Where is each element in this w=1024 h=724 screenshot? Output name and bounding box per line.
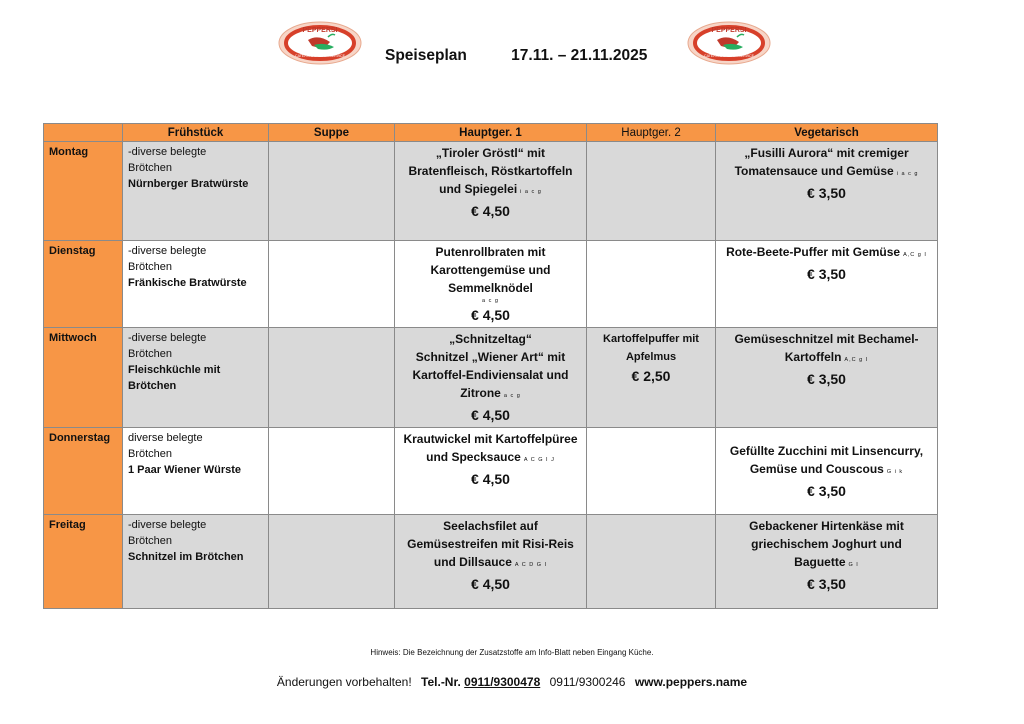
svg-text:CATERING & PARTYSERVICE: CATERING & PARTYSERVICE xyxy=(294,54,346,58)
table-header-row xyxy=(44,124,938,142)
price: € 3,50 xyxy=(807,576,846,592)
menu-title: Speiseplan xyxy=(385,47,467,64)
header-soup: Suppe xyxy=(269,124,395,142)
dish-line: Zitrone xyxy=(460,386,501,400)
day-cell: Dienstag xyxy=(44,241,123,328)
main1-cell xyxy=(395,515,587,609)
main1-cell xyxy=(395,328,587,428)
table-row xyxy=(44,328,938,428)
breakfast-cell xyxy=(123,142,269,241)
dish-line: Putenrollbraten mit xyxy=(435,245,546,259)
dish-line: Krautwickel mit Kartoffelpüree xyxy=(403,432,578,446)
phone-number-2: 0911/9300246 xyxy=(549,675,626,689)
dish-line: Gefüllte Zucchini mit Linsencurry, xyxy=(729,444,924,458)
main2-cell xyxy=(587,241,716,328)
breakfast-cell xyxy=(123,241,269,328)
breakfast-cell xyxy=(123,328,269,428)
breakfast-line: -diverse belegte xyxy=(128,245,207,257)
footer-contact xyxy=(0,675,1024,689)
svg-text:CATERING & PARTYSERVICE: CATERING & PARTYSERVICE xyxy=(703,54,755,58)
day-cell: Freitag xyxy=(44,515,123,609)
breakfast-line: Brötchen xyxy=(128,162,173,174)
dish-line: Kartoffel-Endiviensalat und xyxy=(412,368,569,382)
additives: G I xyxy=(848,562,859,568)
dish-line: Schnitzel „Wiener Art“ mit xyxy=(415,350,566,364)
day-cell: Donnerstag xyxy=(44,428,123,515)
main2-cell xyxy=(587,515,716,609)
dish-line: „Fusilli Aurora“ mit cremiger xyxy=(744,146,909,160)
veg-cell xyxy=(716,241,938,328)
peppersi-logo xyxy=(687,20,771,66)
dish-line: Apfelmus xyxy=(625,351,677,363)
price: € 3,50 xyxy=(807,371,846,387)
dish-line: Gemüseschnitzel mit Bechamel- xyxy=(734,332,919,346)
dish-line: „Tiroler Gröstl“ mit xyxy=(435,146,546,160)
breakfast-line: Brötchen xyxy=(128,348,173,360)
breakfast-cell xyxy=(123,515,269,609)
soup-cell xyxy=(269,142,395,241)
dish-line: Baguette xyxy=(794,555,846,569)
page-title xyxy=(385,47,647,65)
price: € 3,50 xyxy=(807,483,846,499)
day-cell: Mittwoch xyxy=(44,328,123,428)
price: € 4,50 xyxy=(471,471,510,487)
additives: a c g xyxy=(503,393,521,399)
breakfast-special: 1 Paar Wiener Würste xyxy=(128,464,241,476)
dish-line: Bratenfleisch, Röstkartoffeln xyxy=(408,164,573,178)
header-vegetarian: Vegetarisch xyxy=(716,124,938,142)
table-row xyxy=(44,142,938,241)
breakfast-special: Fleischküchle mit xyxy=(128,364,221,376)
main1-cell xyxy=(395,241,587,328)
breakfast-line: Brötchen xyxy=(128,448,173,460)
tel-label: Tel.-Nr. xyxy=(421,675,461,689)
table-row xyxy=(44,428,938,515)
additives: A C G I J xyxy=(523,457,555,463)
day-cell: Montag xyxy=(44,142,123,241)
breakfast-special: Nürnberger Bratwürste xyxy=(128,178,249,190)
table-row xyxy=(44,515,938,609)
price: € 4,50 xyxy=(471,203,510,219)
breakfast-special: Fränkische Bratwürste xyxy=(128,277,247,289)
dish-line: und Specksauce xyxy=(426,450,521,464)
dish-line: Rote-Beete-Puffer mit Gemüse xyxy=(726,245,901,259)
dish-line: Semmelknödel xyxy=(448,281,533,295)
breakfast-line: -diverse belegte xyxy=(128,332,207,344)
price: € 3,50 xyxy=(807,266,846,282)
additives: A C D G I xyxy=(514,562,548,568)
breakfast-special: Schnitzel im Brötchen xyxy=(128,551,244,563)
price: € 4,50 xyxy=(471,307,510,323)
soup-cell xyxy=(269,428,395,515)
breakfast-special: Brötchen xyxy=(128,380,177,392)
additives-hint: Hinweis: Die Bezeichnung der Zusatzstoffe am Info-Blatt neben Eingang Küche. xyxy=(370,648,654,657)
additives: i a c g xyxy=(520,189,542,195)
additives: A,C g I xyxy=(844,357,869,363)
header-day xyxy=(44,124,123,142)
main2-cell xyxy=(587,142,716,241)
soup-cell xyxy=(269,515,395,609)
header-main-2: Hauptger. 2 xyxy=(587,124,716,142)
breakfast-line: -diverse belegte xyxy=(128,519,207,531)
dish-line: Tomatensauce und Gemüse xyxy=(734,164,894,178)
additives: a c g xyxy=(482,298,499,304)
phone-number-1: 0911/9300478 xyxy=(464,675,541,689)
peppersi-logo xyxy=(278,20,362,66)
dish-line: Karottengemüse und xyxy=(430,263,551,277)
veg-cell xyxy=(716,428,938,515)
dish-line: Gemüsestreifen mit Risi-Reis xyxy=(407,537,574,551)
dish-line: Gebackener Hirtenkäse mit xyxy=(749,519,904,533)
price: € 4,50 xyxy=(471,576,510,592)
breakfast-line: diverse belegte xyxy=(128,432,203,444)
table-row xyxy=(44,241,938,328)
main2-cell xyxy=(587,428,716,515)
header-breakfast: Frühstück xyxy=(123,124,269,142)
breakfast-line: -diverse belegte xyxy=(128,146,207,158)
soup-cell xyxy=(269,328,395,428)
veg-cell xyxy=(716,328,938,428)
soup-cell xyxy=(269,241,395,328)
dish-line: Gemüse und Couscous xyxy=(749,462,884,476)
dish-line: und Dillsauce xyxy=(433,555,512,569)
main1-cell xyxy=(395,428,587,515)
main2-cell xyxy=(587,328,716,428)
svg-text:PEPPERSI: PEPPERSI xyxy=(302,27,338,34)
price: € 2,50 xyxy=(631,368,671,384)
veg-cell xyxy=(716,142,938,241)
dish-line: und Spiegelei xyxy=(439,182,518,196)
additives: A,C g I xyxy=(903,252,927,258)
additives: G i k xyxy=(886,469,904,475)
price: € 3,50 xyxy=(807,185,846,201)
price: € 4,50 xyxy=(471,407,510,423)
website-link: www.peppers.name xyxy=(634,675,748,689)
svg-text:PEPPERSI: PEPPERSI xyxy=(711,27,747,34)
additives: i a c g xyxy=(896,171,919,177)
header-main-1: Hauptger. 1 xyxy=(395,124,587,142)
dish-line: Seelachsfilet auf xyxy=(443,519,538,533)
dish-line: Kartoffeln xyxy=(784,350,842,364)
date-range: 17.11. – 21.11.2025 xyxy=(511,47,648,64)
dish-line: Kartoffelpuffer mit xyxy=(603,333,699,345)
changes-note: Änderungen vorbehalten! xyxy=(276,675,412,689)
breakfast-cell xyxy=(123,428,269,515)
breakfast-line: Brötchen xyxy=(128,535,173,547)
dish-line: griechischem Joghurt und xyxy=(751,537,902,551)
dish-line: „Schnitzeltag“ xyxy=(449,332,532,346)
veg-cell xyxy=(716,515,938,609)
main1-cell xyxy=(395,142,587,241)
breakfast-line: Brötchen xyxy=(128,261,173,273)
menu-table xyxy=(43,123,938,609)
